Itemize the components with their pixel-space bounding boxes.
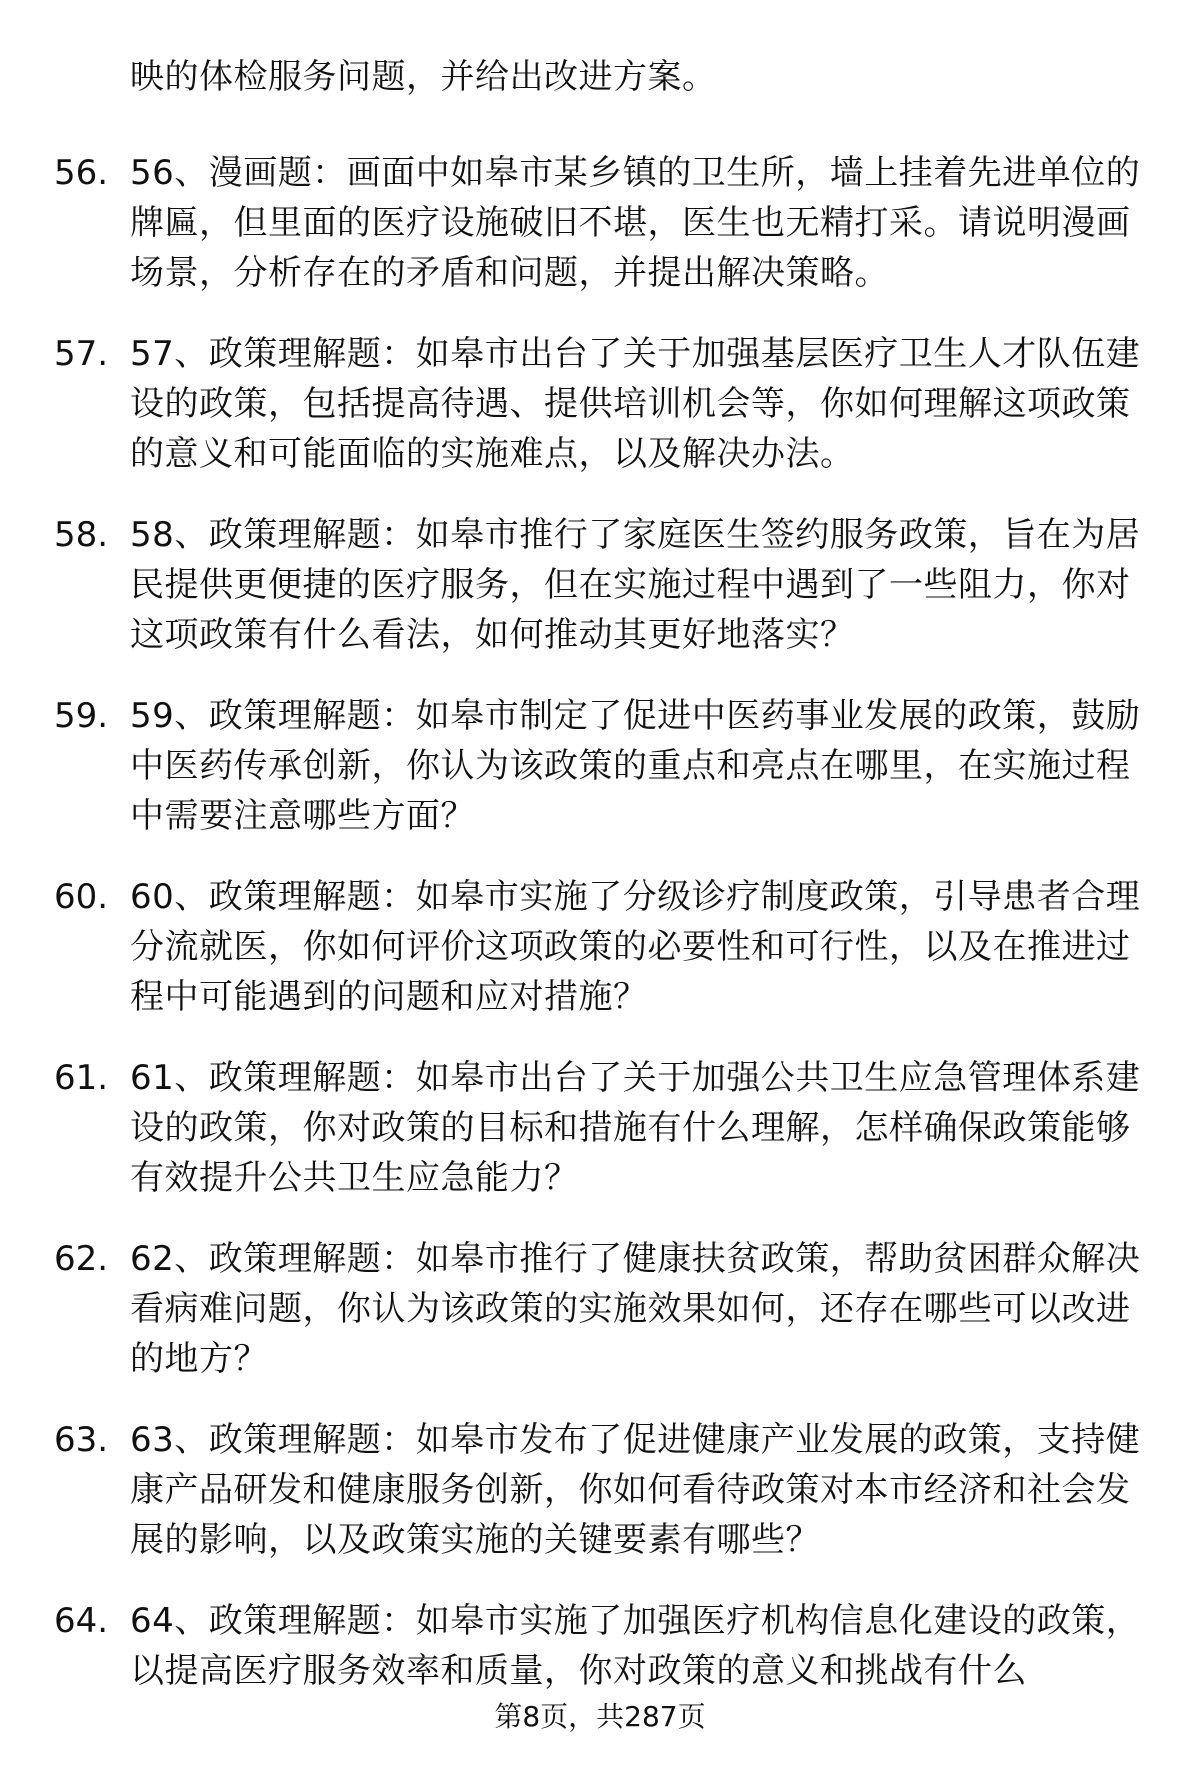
page-footer: 第8页，共287页 (494, 1700, 706, 1733)
question-item (0, 691, 1200, 872)
question-number: 63. (54, 1420, 109, 1460)
question-number: 60. (54, 877, 109, 917)
question-text: 57、政策理解题：如皋市出台了关于加强基层医疗卫生人才队伍建设的政策，包括提高待遇、提供培训机会等，你如何理解这项政策的意义和可能面临的实施难点，以及解决办法。 (130, 334, 1141, 474)
question-text: 59、政策理解题：如皋市制定了促进中医药事业发展的政策，鼓励中医药传承创新，你认为该政策的重点和亮点在哪里，在实施过程中需要注意哪些方面？ (130, 696, 1141, 836)
question-number: 58. (54, 515, 109, 555)
question-item (0, 1415, 1200, 1596)
question-item (0, 872, 1200, 1053)
question-item (0, 329, 1200, 510)
question-item (0, 148, 1200, 329)
question-text: 63、政策理解题：如皋市发布了促进健康产业发展的政策，支持健康产品研发和健康服务创新，你如何看待政策对本市经济和社会发展的影响，以及政策实施的关键要素有哪些？ (130, 1420, 1141, 1560)
question-text: 56、漫画题：画面中如皋市某乡镇的卫生所，墙上挂着先进单位的牌匾，但里面的医疗设施破旧不堪，医生也无精打采。请说明漫画场景，分析存在的矛盾和问题，并提出解决策略。 (130, 153, 1141, 293)
question-number: 61. (54, 1058, 109, 1098)
question-text: 64、政策理解题：如皋市实施了加强医疗机构信息化建设的政策，以提高医疗服务效率和质量，你对政策的意义和挑战有什么 (130, 1601, 1141, 1691)
question-item (0, 1053, 1200, 1234)
question-number: 64. (54, 1601, 109, 1641)
question-number: 56. (54, 153, 109, 193)
question-text: 61、政策理解题：如皋市出台了关于加强公共卫生应急管理体系建设的政策，你对政策的目标和措施有什么理解，怎样确保政策能够有效提升公共卫生应急能力？ (130, 1058, 1141, 1198)
question-text: 60、政策理解题：如皋市实施了分级诊疗制度政策，引导患者合理分流就医，你如何评价这项政策的必要性和可行性，以及在推进过程中可能遇到的问题和应对措施？ (130, 877, 1141, 1017)
question-number: 59. (54, 696, 109, 736)
question-text: 58、政策理解题：如皋市推行了家庭医生签约服务政策，旨在为居民提供更便捷的医疗服务，但在实施过程中遇到了一些阻力，你对这项政策有什么看法，如何推动其更好地落实？ (130, 515, 1141, 655)
question-item (0, 510, 1200, 691)
question-number: 57. (54, 334, 109, 374)
question-item (0, 1234, 1200, 1415)
question-text: 62、政策理解题：如皋市推行了健康扶贫政策，帮助贫困群众解决看病难问题，你认为该政策的实施效果如何，还存在哪些可以改进的地方？ (130, 1239, 1141, 1379)
question-item (0, 1596, 1200, 1777)
continuation-text: 映的体检服务问题，并给出改进方案。 (130, 57, 717, 97)
question-list (0, 148, 1200, 1777)
question-number: 62. (54, 1239, 109, 1279)
